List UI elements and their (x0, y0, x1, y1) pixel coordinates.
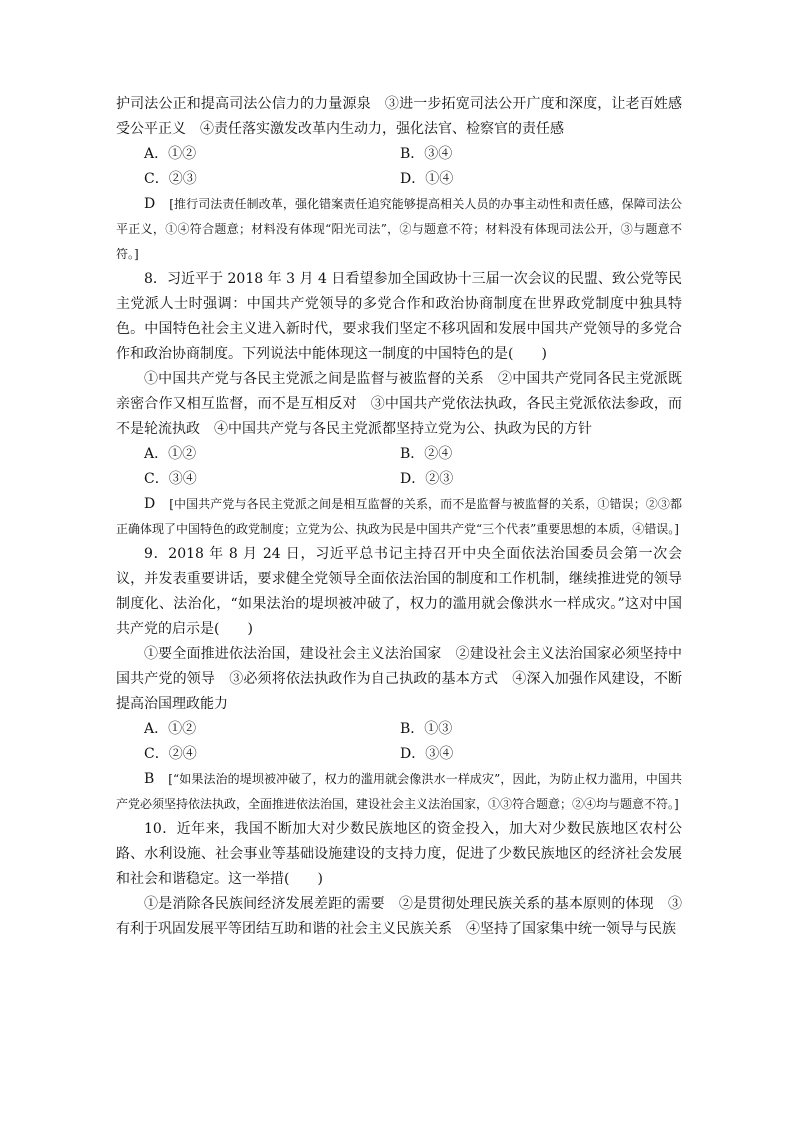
q9-option-b: B．①③ (400, 721, 453, 737)
q9-answer-letter: B (144, 771, 155, 787)
q7-option-d: D．①④ (400, 171, 454, 187)
q9-option-d: D．③④ (400, 746, 454, 762)
q7-options (116, 142, 682, 192)
q8-stem: 8．习近平于 2018 年 3 月 4 日看望参加全国政协十三届一次会议的民盟、致公党等民主党派人士时强调：中国共产党领导的多党合作和政治协商制度在世界政党制度中独具特色。中国特色社会主义进入新时代，要求我们坚定不移巩固和发展中国共产党领导的多党合作和政治协商制度。下列说法中能体现这一制度的中国特色的是( ) (116, 271, 682, 362)
q9-options (116, 717, 682, 767)
q7-stem-tail: 护司法公正和提高司法公信力的力量源泉 ③进一步拓宽司法公开广度和深度，让老百姓感受公平正义 ④责任落实激发改革内生动力，强化法官、检察官的责任感 (116, 96, 682, 137)
q9-answer-block (116, 767, 682, 817)
q8-option-d: D．②③ (400, 471, 454, 487)
q7-option-c: C．②③ (144, 171, 197, 187)
q8-option-c: C．③④ (144, 471, 197, 487)
q8-answer-letter: D (144, 496, 156, 512)
q7-answer-letter: D (144, 196, 156, 212)
q10-statements: ①是消除各民族间经济发展差距的需要 ②是贯彻处理民族关系的基本原则的体现 ③有利于巩固发展平等团结互助和谐的社会主义民族关系 ④坚持了国家集中统一领导与民族 (116, 896, 682, 937)
q9-statements: ①要全面推进依法治国，建设社会主义法治国家 ②建设社会主义法治国家必须坚持中国共产党的领导 ③必须将依法执政作为自己执政的基本方式 ④深入加强作风建设，不断提高治国理政能力 (116, 646, 682, 712)
q7-option-b: B．③④ (400, 146, 453, 162)
q8-explanation: [中国共产党与各民主党派之间是相互监督的关系，而不是监督与被监督的关系，①错误；②③都正确体现了中国特色的政党制度；立党为公、执政为民是中国共产党“三个代表”重要思想的本质，④错误。] (116, 497, 682, 536)
q9-stem: 9．2018 年 8 月 24 日，习近平总书记主持召开中央全面依法治国委员会第一次会议，并发表重要讲话，要求健全党领导全面依法治国的制度和工作机制，继续推进党的领导制度化、法治化，“如果法治的堤坝被冲破了，权力的滥用就会像洪水一样成灾。”这对中国共产党的启示是( ) (116, 546, 682, 637)
q10-stem: 10．近年来，我国不断加大对少数民族地区的资金投入，加大对少数民族地区农村公路、水利设施、社会事业等基础设施建设的支持力度，促进了少数民族地区的经济社会发展和社会和谐稳定。这一举措( ) (116, 821, 682, 887)
q9-option-c: C．②④ (144, 746, 197, 762)
q7-option-a: A．①② (144, 146, 197, 162)
q9-explanation: [“如果法治的堤坝被冲破了，权力的滥用就会像洪水一样成灾”，因此，为防止权力滥用，中国共产党必须坚持依法执政，全面推进依法治国，建设社会主义法治国家，①③符合题意；②④均与题意不符。] (116, 772, 682, 811)
q7-answer-block (116, 192, 682, 267)
document-page (116, 92, 682, 942)
q8-statements: ①中国共产党与各民主党派之间是监督与被监督的关系 ②中国共产党同各民主党派既亲密合作又相互监督，而不是互相反对 ③中国共产党依法执政，各民主党派依法参政，而不是轮流执政 ④中国共产党与各民主党派都坚持立党为公、执政为民的方针 (116, 371, 682, 437)
q8-option-a: A．①② (144, 446, 197, 462)
q8-options (116, 442, 682, 492)
q8-option-b: B．②④ (400, 446, 453, 462)
q7-explanation: [推行司法责任制改革，强化错案责任追究能够提高相关人员的办事主动性和责任感，保障司法公平正义，①④符合题意；材料没有体现“阳光司法”，②与题意不符；材料没有体现司法公开，③与题意不符。] (116, 197, 682, 261)
q9-option-a: A．①② (144, 721, 197, 737)
q8-answer-block (116, 492, 682, 542)
